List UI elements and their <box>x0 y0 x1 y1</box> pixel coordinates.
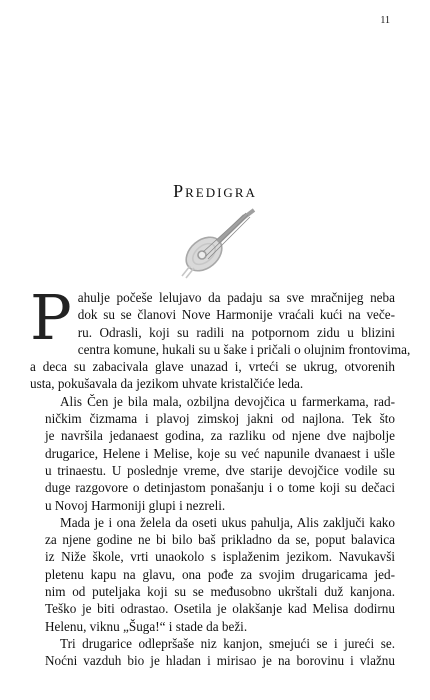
text-line: ahulje počeše lelujavo da padaju sa sve mračnijeg neba <box>77 290 395 305</box>
text-line: Mada je i ona želela da oseti ukus pahulja, Alis zaključi kako <box>60 514 395 530</box>
text-line: duge razgovore o detinjastom ponašanju i o tome koji su dečaci <box>45 480 395 496</box>
text-line: Noćni vazduh bio je hladan i mirisao je na borovinu i vlažnu <box>45 653 395 669</box>
paragraph <box>30 514 395 635</box>
text-line: dok su se članovi Nove Harmonije vraćali kući na veče- <box>77 307 395 323</box>
text-line: iz Niže škole, vrti unaokolo s isplaženim jezikom. Navukavši <box>45 549 395 565</box>
text-line: Helenu, viknu „Šuga!“ i stade da beži. <box>45 618 248 634</box>
body-text <box>30 281 411 670</box>
text-line: Teško je biti odrastao. Osetila je olakšanje kad Melisa dodirnu <box>45 601 395 617</box>
text-line: u Novoj Harmoniji glupi i nezreli. <box>45 497 226 513</box>
text-line: je navršila jedanaest godina, za razliku od njene dve najbolje <box>45 428 395 444</box>
text-line: drugarice, Helene i Melise, koje su već napunile dvanaest i ušle <box>45 445 395 461</box>
chapter-title: Predigra <box>173 181 257 201</box>
paragraph <box>30 635 395 670</box>
text-line: nim od puteljaka koji su se međusobno ukrštali duž kanjona. <box>45 584 395 600</box>
text-line: ru. Odrasli, koji su radili na potpornom zidu u blizini <box>77 324 395 340</box>
text-line: pletenu kapu na glavu, ona pođe za svojim drugaricama jed- <box>45 566 395 582</box>
text-line: za njene godine ne bi bilo baš prikladno da se, poput balavica <box>45 532 395 548</box>
text-line: Alis Čen je bila mala, ozbiljna devojčica u farmerkama, rad- <box>60 393 395 409</box>
paragraph <box>30 281 411 393</box>
text-line: Tri drugarice odlepršaše niz kanjon, smejući se i jureći se. <box>60 635 395 651</box>
text-line: a deca su zabacivala glave unazad i, vrteći se ukrug, otvorenih <box>30 359 395 375</box>
text-line: centra komune, hukali su u šake i pričali o olujnim frontovima, <box>77 341 411 357</box>
page-number: 11 <box>380 15 390 26</box>
text-line: usta, pokušavala da jezikom uhvate kristalčiće leda. <box>30 376 304 392</box>
text-line: ničkim čizmama i plavoj zimskoj jakni od najlona. Tek što <box>45 411 395 427</box>
text-line: u trinaestu. U poslednje vreme, dve starije devojčice vodile su <box>45 462 395 478</box>
lute-icon <box>172 206 258 282</box>
drop-cap: P <box>30 281 72 354</box>
paragraph <box>30 393 395 514</box>
